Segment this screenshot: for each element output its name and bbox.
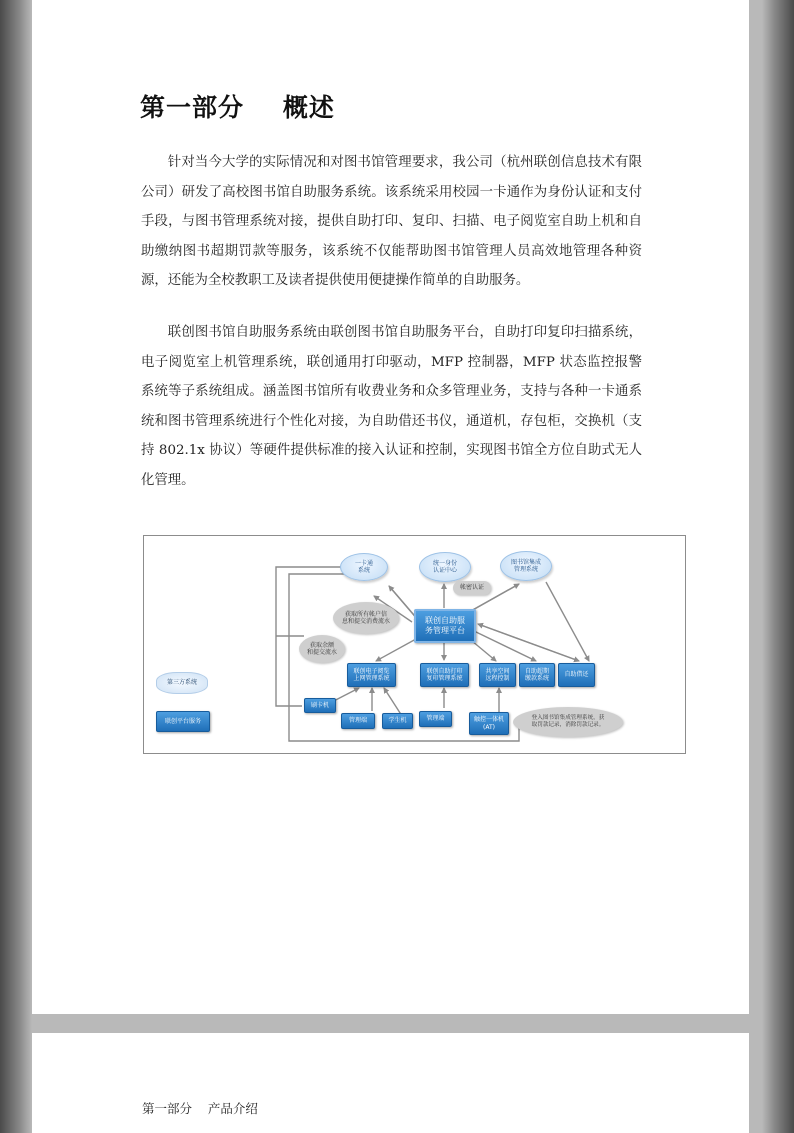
print-copy-label: 联创自助打印 复印管理系统: [426, 667, 463, 682]
shared-resources-label: 共享空间 远程控制: [485, 667, 510, 682]
auth-center-node: [419, 552, 471, 582]
auth-center-label: 统一身份 认证中心: [432, 559, 457, 574]
self-checkout-node: [558, 663, 595, 687]
account-info-text: 获取所有帐户信 息和提交消费流水: [341, 610, 390, 625]
main-platform-label: 联创自助服 务管理平台: [425, 616, 465, 635]
overview-paragraph-1: 针对当今大学的实际情况和对图书馆管理要求，我公司（杭州联创信息技术有限公司）研发了高校图书馆自助服务系统。该系统采用校园一卡通作为身份认证和支付手段，与图书管理系统对接，提供自助打印、复印、扫描、电子阅览室自助上机和自助缴纳图书超期罚款等服务，该系统不仅能帮助图书馆管理人员高效地管理各种资源，还能为全校教职工及读者提供使用便捷操作简单的自助服务。: [141, 155, 642, 289]
student-terminal-label: 学生机: [388, 717, 407, 725]
lib-system-node: [500, 551, 552, 581]
self-checkout-label: 自助借还: [564, 671, 589, 679]
document-page-1: [32, 0, 749, 1014]
third-party-node: [156, 672, 208, 694]
mgmt-terminal-2-label: 管理端: [426, 715, 445, 723]
e-reading-label: 联创电子阅览 上网管理系统: [353, 667, 390, 682]
password-auth-bubble: [453, 581, 491, 595]
main-platform-node: [414, 609, 476, 643]
mgmt-terminal-1-node: [341, 713, 375, 729]
platform-service-label: 联创平台服务: [164, 717, 201, 725]
login-note-text: 登入图书馆集成管理系统，获 取罚款记录，消除罚款记录。: [531, 714, 605, 728]
overview-paragraph-2: 联创图书馆自助服务系统由联创图书馆自助服务平台，自助打印复印扫描系统，电子阅览室上机管理系统，联创通用打印驱动，MFP 控制器，MFP 状态监控报警系统等子系统组成。涵盖图书馆所有收费业务和众多管理业务，支持与各种一卡通系统和图书管理系统进行个性化对接，为自助借还书仪，通道机，存包柜，交换机（支持 802.1x 协议）等硬件提供标准的接入认证和控制，实现图书馆全方位自助式无人化管理。: [141, 325, 642, 488]
card-system-node: [340, 553, 388, 581]
password-auth-text: 帐密认证: [459, 584, 484, 592]
lib-system-label: 图书馆集成 管理系统: [510, 558, 541, 573]
balance-submit-bubble: [299, 635, 345, 663]
student-terminal-node: [382, 713, 413, 729]
third-party-label: 第三方系统: [166, 679, 197, 687]
page-header: 第一部分 产品介绍: [142, 1101, 258, 1116]
mgmt-terminal-1-label: 管理端: [348, 717, 367, 725]
login-note-bubble: [513, 707, 623, 737]
fine-payment-label: 自助超期 缴款系统: [524, 667, 549, 682]
balance-submit-text: 获取余额 和提交流水: [306, 641, 337, 656]
card-reader-node: [304, 698, 336, 713]
kiosk-node: [469, 712, 509, 735]
platform-service-node: [156, 711, 210, 732]
shared-resources-node: [479, 663, 516, 687]
system-architecture-diagram: [143, 535, 686, 754]
card-reader-label: 刷卡机: [310, 701, 329, 709]
document-page-2: [32, 1033, 749, 1133]
e-reading-node: [347, 663, 396, 687]
print-copy-node: [420, 663, 469, 687]
mgmt-terminal-2-node: [419, 711, 452, 727]
fine-payment-node: [519, 663, 555, 687]
card-system-label: 一卡通 系统: [354, 559, 373, 574]
account-info-bubble: [333, 602, 399, 634]
section-title: 第一部分 概述: [140, 93, 335, 122]
kiosk-label: 触控一体机 (AT): [473, 716, 504, 731]
